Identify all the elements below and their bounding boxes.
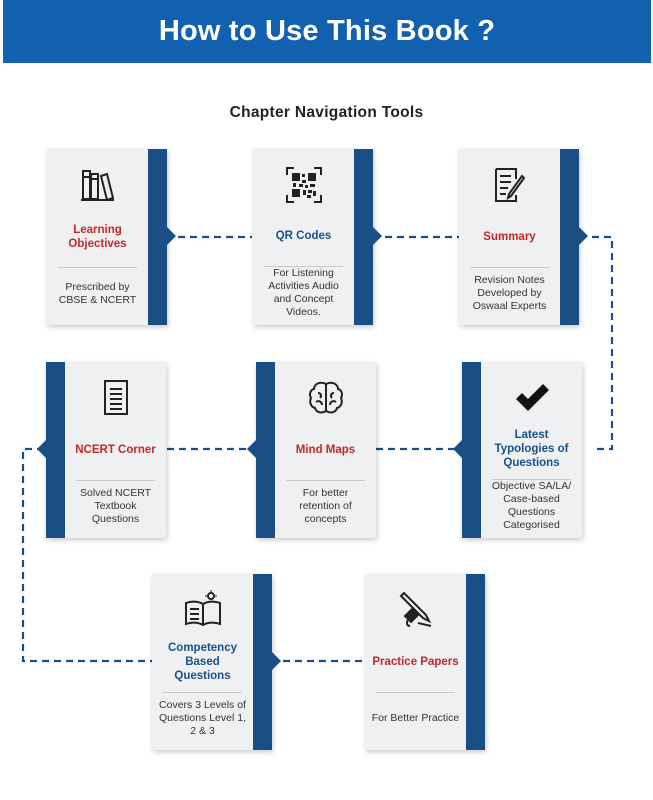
section-subtitle: Chapter Navigation Tools	[229, 104, 424, 121]
card-stripe	[253, 574, 272, 750]
card-qr-codes	[253, 149, 373, 325]
brain-icon	[306, 376, 346, 420]
card-arrow	[579, 227, 588, 245]
card-arrow	[272, 652, 281, 670]
card-description: Revision Notes Developed by Oswaal Experts	[472, 274, 547, 312]
card-description: Covers 3 Levels of Questions Level 1, 2 & 3	[159, 699, 246, 737]
card-description: Objective SA/LA/ Case-based Questions Categorised	[491, 479, 572, 531]
card-title: Competency Based Questions	[167, 642, 238, 682]
card-mind-maps	[256, 362, 376, 538]
card-description: For Listening Activities Audio and Concept Videos.	[268, 266, 339, 318]
open-book-bulb-icon	[182, 588, 224, 632]
qr-code-icon	[285, 163, 323, 207]
card-title: Summary	[483, 231, 536, 243]
card-title: Learning Objectives	[68, 224, 127, 250]
card-arrow	[37, 440, 46, 458]
card-arrow	[167, 227, 176, 245]
card-title: Mind Maps	[295, 444, 356, 456]
card-stripe	[466, 574, 485, 750]
card-learning-objectives	[47, 149, 167, 325]
notepad-pen-icon	[491, 163, 529, 207]
card-title: Latest Typologies of Questions	[494, 429, 569, 470]
hand-pen-icon	[396, 588, 436, 632]
page-title: How to Use This Book ?	[158, 15, 496, 47]
card-arrow	[373, 227, 382, 245]
checkmark-icon	[513, 376, 551, 420]
books-icon	[78, 163, 118, 207]
card-description: Solved NCERT Textbook Questions	[80, 487, 151, 525]
card-stripe	[46, 362, 65, 538]
card-title: Practice Papers	[372, 656, 459, 668]
card-description: For Better Practice	[371, 712, 460, 724]
card-stripe	[148, 149, 167, 325]
card-ncert-corner	[46, 362, 166, 538]
card-practice-papers	[365, 574, 485, 750]
card-stripe	[560, 149, 579, 325]
card-description: For better retention of concepts	[299, 487, 352, 525]
card-latest-typologies	[462, 362, 582, 538]
card-competency-based	[152, 574, 272, 750]
card-stripe	[256, 362, 275, 538]
card-title: NCERT Corner	[75, 444, 156, 456]
card-summary	[459, 149, 579, 325]
card-stripe	[354, 149, 373, 325]
card-arrow	[453, 440, 462, 458]
document-icon	[100, 376, 132, 420]
card-description: Prescribed by CBSE & NCERT	[58, 280, 137, 306]
card-arrow	[247, 440, 256, 458]
card-stripe	[462, 362, 481, 538]
card-title: QR Codes	[275, 230, 332, 243]
connector-3-4	[592, 237, 612, 449]
